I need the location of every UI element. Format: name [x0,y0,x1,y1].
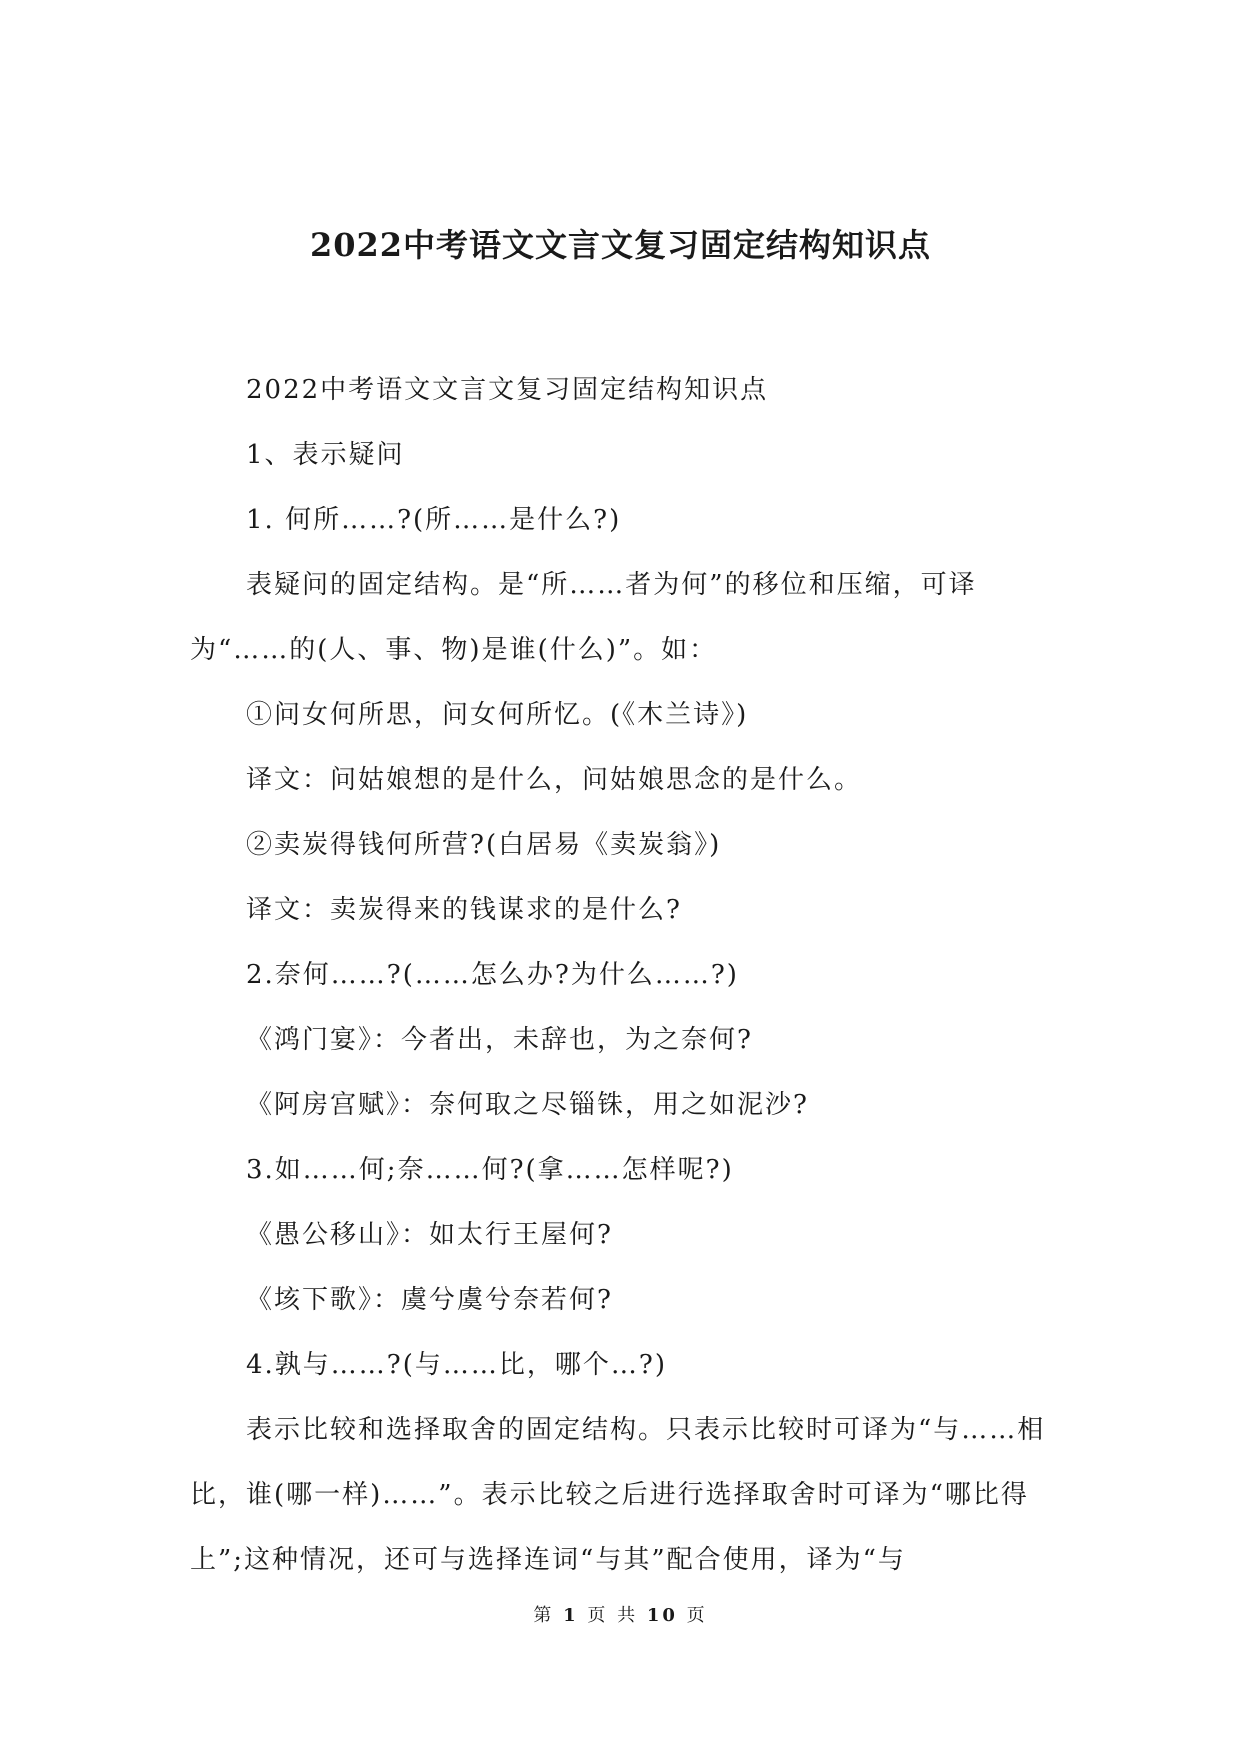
paragraph: 1、表示疑问 [246,440,405,470]
paragraph: 1. 何所……?(所……是什么?) [246,505,622,535]
document-title: 2022中考语文文言文复习固定结构知识点 [309,226,932,264]
current-page-number: 1 [563,1605,579,1626]
paragraph: 4.孰与……?(与……比，哪个…?) [246,1350,667,1380]
paragraph: 《鸿门宴》：今者出，未辞也，为之奈何? [246,1025,753,1055]
footer-middle: 页 共 [587,1605,639,1626]
paragraph: 译文：卖炭得来的钱谋求的是什么? [246,895,682,925]
document-body [190,358,1048,1593]
paragraph: 译文：问姑娘想的是什么，问姑娘思念的是什么。 [246,765,863,795]
paragraph: 表疑问的固定结构。是“所……者为何”的移位和压缩，可译为“……的(人、事、物)是谁(什么)”。如： [190,570,977,665]
paragraph: 3.如……何;奈……何?(拿……怎样呢?) [246,1155,734,1185]
paragraph: 《愚公移山》：如太行王屋何? [246,1220,613,1250]
paragraph: 《阿房宫赋》：奈何取之尽锱铢，用之如泥沙? [246,1090,809,1120]
footer-suffix: 页 [686,1605,708,1626]
footer-prefix: 第 [533,1605,555,1626]
paragraph: ②卖炭得钱何所营?(白居易《卖炭翁》) [246,830,722,860]
page-footer [0,1601,1241,1627]
paragraph: 2022中考语文文言文复习固定结构知识点 [246,375,769,405]
paragraph: ①问女何所思，问女何所忆。(《木兰诗》) [246,700,749,730]
total-page-count: 10 [646,1605,678,1626]
paragraph: 《垓下歌》：虞兮虞兮奈若何? [246,1285,613,1315]
paragraph: 表示比较和选择取舍的固定结构。只表示比较时可译为“与……相比，谁(哪一样)……”。表示比较之后进行选择取舍时可译为“哪比得上”;这种情况，还可与选择连词“与其”配合使用，译为“与 [190,1415,1046,1575]
paragraph: 2.奈何……?(……怎么办?为什么……?) [246,960,739,990]
